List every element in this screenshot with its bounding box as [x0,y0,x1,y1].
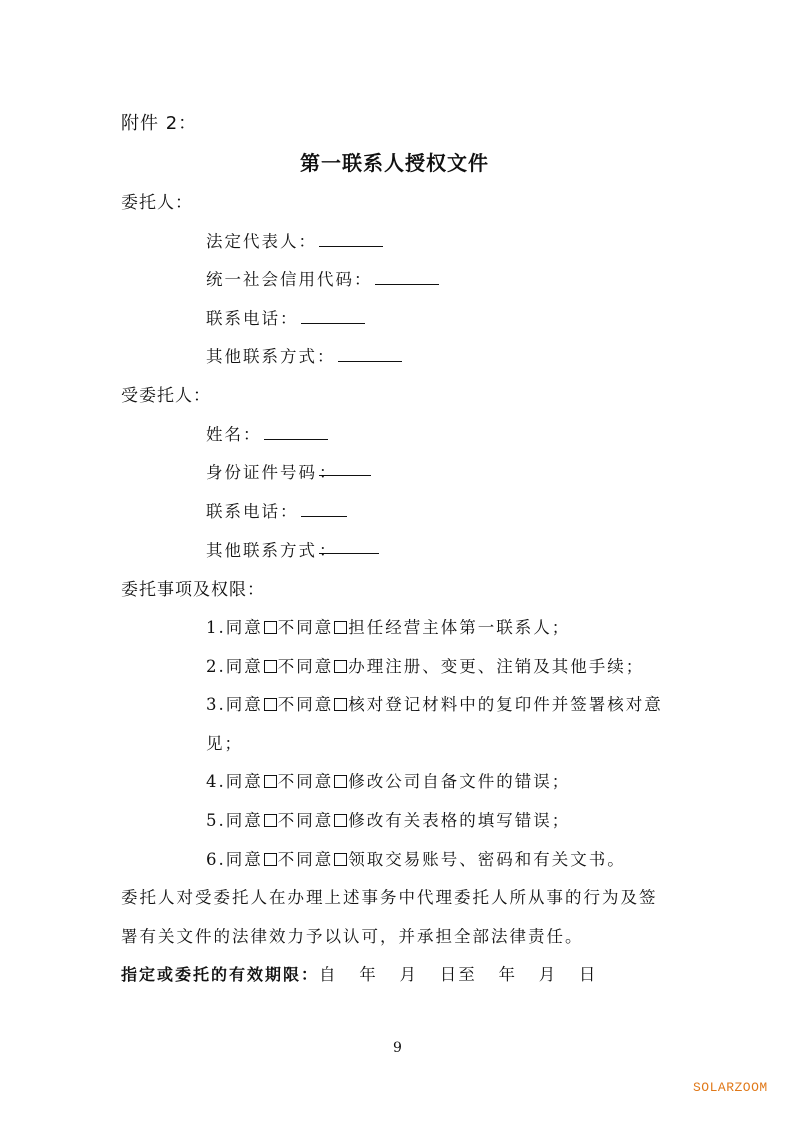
item-text: 修改有关表格的填写错误； [348,811,571,830]
scope-item [206,691,663,715]
item-number: 5. [206,811,226,830]
agent-label: 受委托人： [121,386,211,406]
item-number: 6. [206,850,226,869]
item-text: 修改公司自备文件的错误； [348,772,571,791]
principal-field-legal-rep [206,228,383,252]
principal-field-other-contact [206,343,402,367]
item-text: 核对登记材料中的复印件并签署核对意 [348,695,663,714]
agree-checkbox[interactable] [264,814,277,827]
fill-blank [319,230,383,247]
principal-field-credit-code [206,266,439,290]
field-label: 身份证件号码 [206,463,317,482]
validity-dates: 自 年 月 日至 年 月 日 [319,965,598,984]
scope-item [206,653,644,677]
disagree-checkbox[interactable] [334,814,347,827]
page-number: 9 [393,1040,402,1056]
agree-label: 同意 [225,695,263,714]
validity-label: 指定或委托的有效期限： [121,965,320,984]
disagree-label: 不同意 [277,811,334,830]
agree-checkbox[interactable] [264,853,277,866]
statement-line-1: 委托人对受委托人在办理上述事务中代理委托人所从事的行为及签 [121,888,658,907]
field-label: 姓名： [206,425,262,444]
agree-checkbox[interactable] [264,775,277,788]
agree-label: 同意 [225,657,263,676]
document-title: 第一联系人授权文件 [300,151,489,175]
field-label: 法定代表人： [206,232,317,251]
item-number: 1. [206,618,226,637]
field-label: 其他联系方式： [206,347,336,366]
fill-blank [301,500,347,517]
item-text: 担任经营主体第一联系人； [348,618,571,637]
disagree-label: 不同意 [277,695,334,714]
scope-item [206,807,570,831]
disagree-label: 不同意 [277,657,334,676]
agree-checkbox[interactable] [264,660,277,673]
disagree-checkbox[interactable] [334,621,347,634]
item-number: 4. [206,772,226,791]
field-colon: ： [319,463,338,482]
fill-blank [319,537,379,560]
agree-label: 同意 [225,811,263,830]
agree-label: 同意 [225,772,263,791]
scope-label: 委托事项及权限： [121,580,265,600]
validity-row [121,961,597,985]
disagree-checkbox[interactable] [334,775,347,788]
fill-blank [319,459,371,482]
agent-field-name [206,421,328,445]
item-number: 2. [206,657,226,676]
fill-blank [338,345,402,362]
fill-blank [264,423,328,440]
agree-checkbox[interactable] [264,621,277,634]
fill-blank [301,307,365,324]
agree-checkbox[interactable] [264,698,277,711]
item-text: 办理注册、变更、注销及其他手续； [348,657,645,676]
scope-item [206,768,570,792]
item-number: 3. [206,695,226,714]
disagree-checkbox[interactable] [334,660,347,673]
principal-label: 委托人： [121,193,193,213]
scope-item [206,614,570,638]
field-label: 其他联系方式 [206,541,317,560]
field-label: 联系电话： [206,502,299,521]
disagree-label: 不同意 [277,772,334,791]
scope-item [206,846,626,870]
agree-label: 同意 [225,618,263,637]
field-label: 联系电话： [206,309,299,328]
disagree-label: 不同意 [277,618,334,637]
agree-label: 同意 [225,850,263,869]
field-colon: ： [319,541,338,560]
principal-field-phone [206,305,365,329]
attachment-label: 附件 2： [121,113,198,134]
field-label: 统一社会信用代码： [206,270,373,289]
item-text: 领取交易账号、密码和有关文书。 [348,850,626,869]
statement-line-2: 署有关文件的法律效力予以认可，并承担全部法律责任。 [121,927,584,946]
watermark-logo: SOLARZOOM [693,1080,768,1095]
fill-blank [375,268,439,285]
agent-field-id-number [206,459,371,483]
scope-item-continuation: 见； [206,734,243,753]
disagree-checkbox[interactable] [334,698,347,711]
disagree-label: 不同意 [277,850,334,869]
disagree-checkbox[interactable] [334,853,347,866]
agent-field-other-contact [206,537,379,561]
agent-field-phone [206,498,347,522]
